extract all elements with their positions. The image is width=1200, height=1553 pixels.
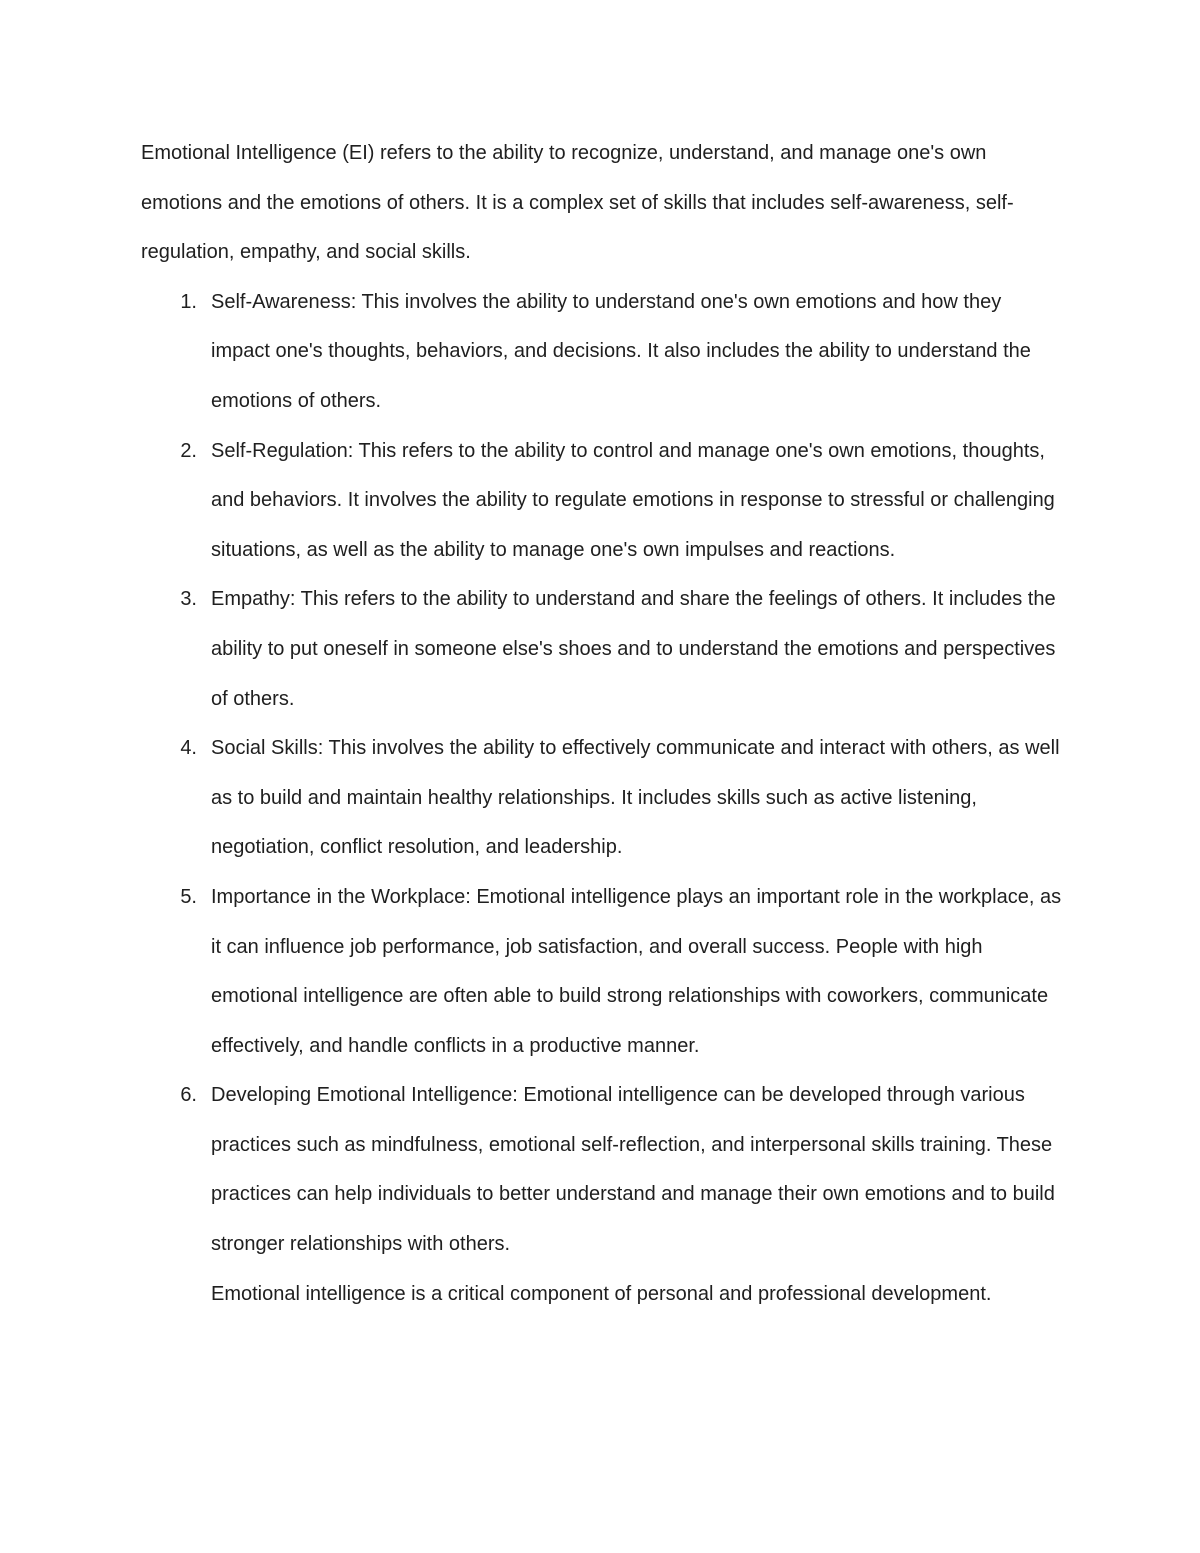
document-body bbox=[141, 129, 1061, 1319]
list-item-text: Importance in the Workplace: Emotional intelligence plays an important role in the workplace, as it can influence job performance, job satisfaction, and overall success. People with high emotional intelligence are often able to build strong relationships with coworkers, communicate effectively, and handle conflicts in a productive manner. bbox=[211, 885, 1062, 1057]
list-item-number: 1. bbox=[180, 290, 197, 313]
list-item-number: 5. bbox=[180, 885, 197, 908]
conclusion-paragraph: Emotional intelligence is a critical component of personal and professional development. bbox=[211, 1282, 992, 1305]
list-item-empathy bbox=[141, 575, 1063, 724]
list-item-social-skills bbox=[141, 724, 1063, 873]
list-item-text: Self-Regulation: This refers to the ability to control and manage one's own emotions, thoughts, and behaviors. It involves the ability to regulate emotions in response to stressful or challenging situations, as well as the ability to manage one's own impulses and reactions. bbox=[211, 439, 1055, 561]
intro-paragraph: Emotional Intelligence (EI) refers to the ability to recognize, understand, and manage one's own emotions and the emotions of others. It is a complex set of skills that includes self-awareness, self-regulation, empathy, and social skills. bbox=[141, 142, 1014, 264]
list-item-text: Empathy: This refers to the ability to understand and share the feelings of others. It includes the ability to put oneself in someone else's shoes and to understand the emotions and perspectives of others. bbox=[211, 588, 1056, 710]
list-item-number: 4. bbox=[180, 737, 197, 760]
list-item-developing-ei bbox=[141, 1071, 1063, 1269]
list-item-text: Social Skills: This involves the ability to effectively communicate and interact with others, as well as to build and maintain healthy relationships. It includes skills such as active listening, negotiation, conflict resolution, and leadership. bbox=[211, 737, 1060, 859]
list-item-text: Developing Emotional Intelligence: Emotional intelligence can be developed through various practices such as mindfulness, emotional self-reflection, and interpersonal skills training. These practices can help individuals to better understand and manage their own emotions and to build stronger relationships with others. bbox=[211, 1084, 1055, 1256]
list-item-number: 2. bbox=[180, 439, 197, 462]
list-item-number: 6. bbox=[180, 1084, 197, 1107]
list-item-number: 3. bbox=[180, 588, 197, 611]
list-item-self-regulation bbox=[141, 427, 1063, 576]
list-item-self-awareness bbox=[141, 278, 1063, 427]
list-item-workplace-importance bbox=[141, 873, 1063, 1071]
list-item-text: Self-Awareness: This involves the ability to understand one's own emotions and how they impact one's thoughts, behaviors, and decisions. It also includes the ability to understand the emotions of others. bbox=[211, 290, 1031, 412]
numbered-list bbox=[141, 278, 1061, 1270]
